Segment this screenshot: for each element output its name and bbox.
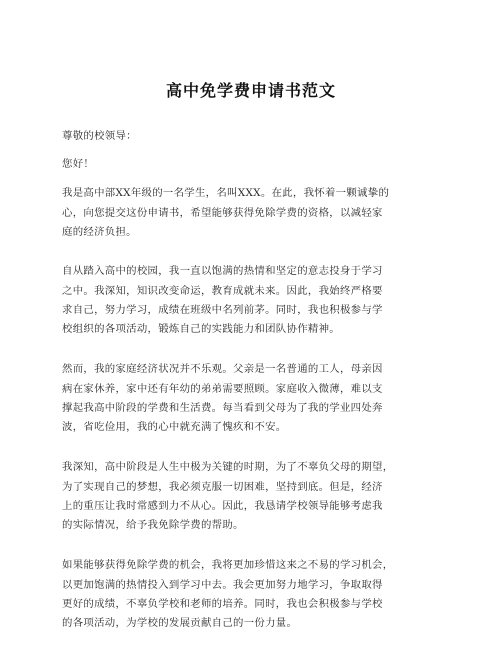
paragraph-line: 我深知，高中阶段是人生中极为关键的时期，为了不辜负父母的期望， (62, 461, 394, 473)
paragraph-line: 我是高中部XX年级的一名学生，名叫XXX。在此，我怀着一颗诚挚的 (62, 187, 390, 199)
greeting: 您好！ (62, 158, 95, 170)
paragraph-line: 为了实现自己的梦想，我必须克服一切困难，坚持到底。但是，经济 (62, 481, 383, 493)
paragraph-line: 自从踏入高中的校园，我一直以饱满的热情和坚定的意志投身于学习 (62, 265, 383, 277)
paragraph-line: 校组织的各项活动，锻炼自己的实践能力和团队协作精神。 (62, 323, 340, 335)
paragraph-line: 然而，我的家庭经济状况并不乐观。父亲是一名普通的工人，母亲因 (62, 363, 383, 375)
paragraph-line: 之中。我深知，知识改变命运，教育成就未来。因此，我始终严格要 (62, 285, 383, 297)
paragraph-line: 的各项活动，为学校的发展贡献自己的一份力量。 (62, 617, 298, 629)
paragraph-line: 的实际情况，给予我免除学费的帮助。 (62, 519, 244, 531)
document-title: 高中免学费申请书范文 (165, 81, 336, 100)
paragraph-line: 求自己，努力学习，成绩在班级中名列前茅。同时，我也积极参与学 (62, 304, 383, 316)
salutation: 尊敬的校领导： (62, 130, 137, 142)
paragraph-line: 以更加饱满的热情投入到学习中去。我会更加努力地学习，争取取得 (62, 579, 383, 591)
paragraph-line: 如果能够获得免除学费的机会，我将更加珍惜这来之不易的学习机会， (62, 559, 394, 571)
paragraph-line: 撑起我高中阶段的学费和生活费。每当看到父母为了我的学业四处奔 (62, 402, 383, 414)
paragraph-line: 病在家休养，家中还有年幼的弟弟需要照顾。家庭收入微薄，难以支 (62, 383, 383, 395)
paragraph-line: 庭的经济负担。 (62, 226, 137, 238)
paragraph-line: 上的重压让我时常感到力不从心。因此，我恳请学校领导能够考虑我 (62, 500, 383, 512)
paragraph-line: 更好的成绩，不辜负学校和老师的培养。同时，我也会积极参与学校 (62, 598, 383, 610)
paragraph-line: 波，省吃俭用，我的心中就充满了愧疚和不安。 (62, 421, 287, 433)
paragraph-line: 心，向您提交这份申请书，希望能够获得免除学费的资格，以减轻家 (62, 207, 383, 219)
